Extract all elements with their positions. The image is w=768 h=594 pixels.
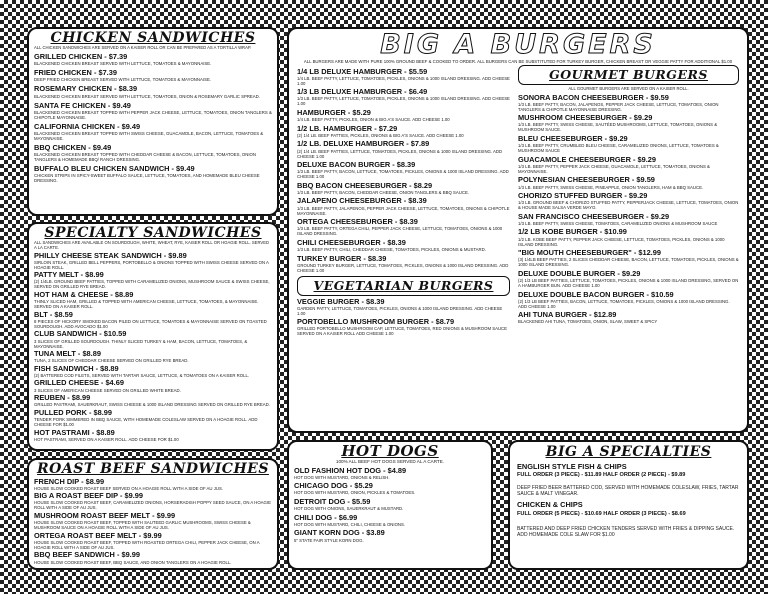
specialty-note: ALL SANDWICHES ARE AVAILABLE ON SOURDOUGH, WHITE, WHEAT, RYE, KAISER ROLL OR HOAGIE ROLL. SERVED A LA CARTE. (34, 240, 270, 250)
specialty-sandwiches-panel (27, 222, 279, 451)
fish-chips-prices: FULL ORDER (3 PIECE) - $11.89 HALF ORDER (2 PIECE) - $9.89 (517, 472, 686, 479)
menu-item-name: DELUXE DOUBLE BACON BURGER - $10.59 (518, 290, 674, 299)
menu-item-name: REUBEN - $8.99 (34, 394, 91, 403)
burgers-list (297, 68, 510, 273)
menu-item-name: "BIG MOUTH CHEESEBURGER" - $12.99 (518, 249, 661, 258)
burgers-left-column (297, 65, 510, 336)
menu-item-name: HOT PASTRAMI - $8.89 (34, 428, 115, 437)
menu-item-desc: BLACKENED AHI TUNA, TOMATOES, ONION, SLAW, SWEET & SPICY (518, 319, 658, 325)
menu-item (34, 252, 272, 270)
menu-item-desc: 1/3 LB. BEEF PATTY, BACON, CHEDDAR CHEESE, ONION TANGLERS & BBQ SAUCE. (297, 189, 469, 195)
menu-item (34, 492, 272, 510)
menu-item-name: SANTA FE CHICKEN - $9.49 (34, 101, 131, 110)
menu-item-name: 1/4 LB DELUXE HAMBURGER - $5.59 (297, 67, 428, 76)
gourmet-title: GOURMET BURGERS (549, 67, 708, 82)
menu-item (518, 228, 739, 246)
menu-item-desc: (2) 1/4 LB. BEEF PATTIES, PICKLES, ONIONS & BIG A'S SAUCE. ADD CHEESE 1.00 (297, 132, 464, 138)
menu-item-desc: 1/3 LB. BEEF PATTY, SWISS CHEESE, SAUTÉED MUSHROOMS, LETTUCE, TOMATOES, ONIONS & MUSHROOM SAUCE. (518, 122, 718, 133)
specialty-sandwiches-title: SPECIALTY SANDWICHES (44, 225, 262, 241)
menu-item-name: 1/3 LB DELUXE HAMBURGER - $6.49 (297, 88, 428, 97)
menu-item (34, 271, 272, 289)
menu-item (34, 512, 272, 530)
menu-item (297, 255, 510, 273)
menu-item-name: 1/2 LB. DELUXE HAMBURGER - $7.89 (297, 140, 430, 149)
menu-item (297, 161, 510, 179)
menu-item-desc: GRILLED PASTRAMI, SAUERKRAUT, SWISS CHEESE & 1000 ISLAND DRESSING SERVED ON GRILLED RYE BREAD. (34, 402, 270, 408)
menu-item-desc: BLACKENED CHICKEN BREAST TOPPED WITH PEPPER JACK CHEESE, LETTUCE, TOMATOES, ONION TANGLERS & CHIPOTLE MAYONNAISE. (34, 109, 272, 120)
menu-item-desc: 1/3 LB. BEEF PATTY, CHILI, CHEDDAR CHEESE, TOMATOES, PICKLES, ONIONS & MUSTARD. (297, 247, 486, 253)
menu-item (294, 498, 486, 511)
menu-item (518, 135, 739, 153)
menu-item-name: TUNA MELT - $8.89 (34, 350, 101, 359)
menu-item-desc: 5" STATE FAIR STYLE KORN DOG. (294, 537, 364, 543)
menu-item-name: DELUXE BACON BURGER - $8.39 (297, 161, 416, 170)
hot-dogs-list (294, 467, 486, 543)
menu-item-name: CALIFORNIA CHICKEN - $9.49 (34, 122, 141, 131)
gourmet-list (518, 94, 739, 325)
specialty-item-list (34, 252, 272, 442)
menu-item-desc: BLACKENED CHICKEN BREAST TOPPED WITH CHEDDAR CHEESE & BACON, LETTUCE, TOMATOES, ONION TANGLERS & HOMEMADE BBQ/ RANCH DRESSING. (34, 152, 256, 163)
menu-item-desc: 8 PIECES OF HICKORY SMOKED BACON PILED ON LETTUCE, TOMATOES & MAYONNAISE SERVED ON TOASTED SOURDOUGH. ADD AVOCADO $1.00 (34, 318, 267, 329)
menu-item-name: JALAPENO CHEESEBURGER - $8.39 (297, 197, 427, 206)
menu-item-name: BIG A ROAST BEEF DIP - $9.99 (34, 492, 143, 501)
menu-item-name: 1/2 LB. HAMBURGER - $7.29 (297, 124, 398, 133)
hot-dogs-note: 100% ALL BEEF HOT DOGS SERVED AL A CARTE. (335, 459, 445, 464)
menu-item-name: GRILLED CHEESE - $4.69 (34, 379, 124, 388)
menu-item (34, 53, 272, 66)
menu-item (34, 409, 272, 427)
menu-item (297, 298, 510, 316)
menu-item-desc: BLACKENED CHICKEN BREAST TOPPED WITH SWISS CHEESE, GUACAMOLE, BACON, LETTUCE, TOMATOES & MAYONNAISE. (34, 131, 264, 142)
menu-item (297, 197, 510, 215)
menu-item-desc: BLACKENED CHICKEN BREAST SERVED WITH LETTUCE, TOMATOES, ONION & ROSEMARY GARLIC SPREAD. (34, 93, 260, 99)
menu-item-name: BBQ BEEF SANDWICH - $9.99 (34, 551, 140, 560)
menu-item-name: CHICAGO DOG - $5.29 (294, 482, 373, 491)
chicken-item-list (34, 53, 272, 183)
chicken-sandwiches-title: CHICKEN SANDWICHES (50, 30, 256, 46)
menu-item-desc: TUNA, 2 SLICES OF CHEDDAR CHEESE SERVED ON GRILLED RYE BREAD. (34, 358, 189, 364)
menu-item-name: DETROIT DOG - $5.59 (294, 497, 371, 506)
menu-item-name: GUACAMOLE CHEESEBURGER - $9.29 (518, 155, 656, 164)
menu-item (34, 350, 272, 363)
menu-item-name: VEGGIE BURGER - $8.39 (297, 297, 385, 306)
menu-item (297, 125, 510, 138)
menu-item-desc: (2) 1/4LB. GROUND BEEF PATTIES, TOPPED WITH CARAMELIZED ONIONS, MUSHROOM SAUCE & SWISS CHEESE, SERVED ON GRILLED RYE BREAD. (34, 279, 270, 290)
menu-item-name: PULLED PORK - $8.99 (34, 408, 113, 417)
chicken-chips-desc: BATTERED AND DEEP FRIED CHICKEN TENDERS SERVED WITH FRIES & DIPPING SAUCE. ADD HOMEMADE COLE SLAW FOR $1.00 (517, 525, 735, 538)
menu-item (34, 394, 272, 407)
menu-item (518, 94, 739, 112)
menu-item-name: TURKEY BURGER - $8.39 (297, 254, 387, 263)
menu-item-desc: TENDER PORK SIMMERED IN BBQ SAUCE, WITH HOMEMADE COLESLAW SERVED ON A HOAGIE ROLL. ADD CHEESE FOR $1.00 (34, 417, 258, 428)
menu-item-name: CHILI DOG - $6.99 (294, 513, 358, 522)
menu-item-name: BBQ BACON CHEESEBURGER - $8.29 (297, 181, 433, 190)
menu-item-name: CHILI CHEESEBURGER - $8.39 (297, 238, 406, 247)
menu-item-desc: GARDEN PATTY, LETTUCE, TOMATOES, PICKLES, ONIONS & 1000 ISLAND DRESSING. ADD CHEESE 1.00 (297, 305, 503, 316)
menu-item-desc: HOT DOG WITH MUSTARD, ONION, PICKLES & TOMATOES. (294, 490, 416, 496)
menu-item (34, 379, 272, 392)
menu-item-name: ORTEGA ROAST BEEF MELT - $9.99 (34, 531, 162, 540)
chicken-chips-prices: FULL ORDER (5 PIECE) - $10.69 HALF ORDER (3 PIECE) - $8.69 (517, 510, 686, 517)
menu-item (518, 213, 739, 226)
hot-dogs-panel (287, 440, 493, 570)
menu-item-desc: 1/3 LB. BEEF PATTY, SWISS CHEESE, TOMATOES, CARAMELIZED ONIONS & MUSHROOM SAUCE (518, 220, 718, 226)
menu-item (297, 239, 510, 252)
menu-item-desc: (2) 1/3 LB BEEF PATTIES, LETTUCE, TOMATOES, PICKLES, ONIONS & 1000 ISLAND DRESSING, SERVED ON A HAMBURGER BUN. ADD CHEESE 1.00 (518, 278, 739, 289)
menu-item (34, 311, 272, 329)
menu-item-name: BUFFALO BLEU CHICKEN SANDWICH - $9.49 (34, 165, 195, 174)
menu-item (34, 69, 272, 82)
menu-item (34, 551, 272, 564)
gourmet-note: ALL GOURMET BURGERS ARE SERVED ON A KAISER ROLL. (568, 86, 689, 91)
menu-item-desc: HOT DOG WITH MUSTARD, ONIONS & RELISH. (294, 474, 390, 480)
menu-item-name: GIANT KORN DOG - $3.89 (294, 529, 385, 538)
gourmet-header (518, 65, 739, 85)
menu-item-name: BBQ CHICKEN - $9.49 (34, 144, 112, 153)
menu-item-desc: 1/4 LB. BEEF PATTY, PICKLES, ONION & BIG A'S SAUCE. ADD CHEESE 1.00 (297, 117, 450, 123)
menu-item-name: ROSEMARY CHICKEN - $8.39 (34, 85, 138, 94)
menu-item-desc: (2) 1/3 LB BEEF PATTIES, BACON, LETTUCE, TOMATOES, PICKLES, ONIONS & 1000 ISLAND DRESSING. ADD CHEESE 1.00 (518, 298, 730, 309)
burgers-right-column (518, 65, 739, 336)
menu-item-name: FISH SANDWICH - $8.89 (34, 364, 119, 373)
menu-item-desc: HOUSE SLOW COOKED ROAST BEEF, TOPPED WITH ROASTED ORTEGA CHILI, PEPPER JACK CHEESE, ON A HOAGIE ROLL WITH A SIDE OF AU JUS. (34, 539, 260, 550)
menu-item-name: PATTY MELT - $8.99 (34, 271, 104, 280)
menu-item (518, 311, 739, 324)
roast-beef-panel (27, 458, 279, 570)
menu-item-name: SAN FRANCISCO CHEESEBURGER - $9.29 (518, 212, 670, 221)
menu-item (297, 182, 510, 195)
menu-item-desc: HOT PASTRAMI, SERVED ON A KAISER ROLL. ADD CHEESE FOR $1.00 (34, 436, 179, 442)
menu-item (518, 176, 739, 189)
menu-item-name: CHORIZO STUFFED BURGER - $9.29 (518, 192, 648, 201)
menu-item (34, 330, 272, 348)
menu-item (294, 482, 486, 495)
menu-item-name: PHILLY CHEESE STEAK SANDWICH - $9.89 (34, 251, 187, 260)
menu-item-name: GRILLED CHICKEN - $7.39 (34, 53, 128, 61)
menu-item-name: BLT - $8.59 (34, 310, 73, 319)
menu-item-desc: 1/3 LB. BEEF PATTY, JALAPENOS, PEPPER JACK CHEESE, LETTUCE, TOMATOES, ONIONS & CHIPOTLE MAYONNAISE. (297, 205, 510, 216)
chicken-note: ALL CHICKEN SANDWICHES ARE SERVED ON A KAISER ROLL OR CAN BE PREPARED AS A TORTILLA WRAP. (34, 45, 252, 50)
menu-item (34, 478, 272, 491)
menu-item-name: FRIED CHICKEN - $7.39 (34, 69, 117, 78)
vegetarian-title: VEGETARIAN BURGERS (313, 277, 494, 293)
menu-item (34, 429, 272, 442)
menu-item-name: HAMBURGER - $5.29 (297, 108, 371, 117)
menu-item-name: POLYNESIAN CHEESEBURGER - $9.59 (518, 176, 655, 185)
menu-item (294, 514, 486, 527)
menu-item-desc: SIRLOIN STEAK, GRILLED BELL PEPPERS, PORTOBELLO & ONIONS TOPPED WITH SWISS CHEESE SERVED ON A HOAGIE ROLL. (34, 259, 269, 270)
menu-item-name: HOT HAM & CHEESE - $8.89 (34, 290, 134, 299)
fish-chips-title: ENGLISH STYLE FISH & CHIPS (517, 463, 627, 471)
menu-item-name: 1/2 LB KOBE BURGER - $10.99 (518, 228, 627, 237)
menu-item-desc: HOT DOG WITH MUSTARD, CHILI, CHEESE & ONIONS. (294, 521, 406, 527)
menu-item (294, 467, 486, 480)
menu-item-desc: 3 SLICES OF AMERICAN CHEESE SERVED ON GRILLED WHITE BREAD. (34, 387, 181, 393)
menu-item-desc: HOUSE SLOW COOKED ROAST BEEF SERVED ON A HOAGIE ROLL WITH A SIDE OF AU JUS. (34, 485, 224, 491)
roast-item-list (34, 478, 272, 565)
menu-item (518, 114, 739, 132)
menu-item (297, 88, 510, 106)
menu-item-desc: 1/3 LB. BEEF PATTY, SWISS CHEESE, PINEAPPLE, ONION TANGLERS, HAM & BBQ SAUCE. (518, 184, 704, 190)
menu-item-desc: 1/3 LB. GROUND BEEF & CHORIZO STUFFED PATTY, PEPPERJACK CHEESE, LETTUCE, TOMATOES, ONION & HOUSE MADE SALSA VERDE MAYO. (518, 200, 739, 211)
menu-item (34, 144, 272, 162)
menu-item-desc: GRILLED PORTOBELLO MUSHROOM CAP, LETTUCE, TOMATOES, RED ONIONS & MUSHROOM SAUCE SERVED ON A KAISER ROLL ADD CHEESE 1.00 (297, 326, 508, 337)
menu-item-name: DELUXE DOUBLE BURGER - $9.29 (518, 269, 641, 278)
menu-item-desc: 1/3 LB. BEEF PATTY, ORTEGA CHILI, PEPPER JACK CHEESE, LETTUCE, TOMATOES, ONIONS & 1000 ISLAND DRESSING. (297, 226, 503, 237)
menu-item-desc: (2) BATTERED COD FILETS, SERVED WITH TARTAR SAUCE, LETTUCE, & TOMATOES ON A KAISER ROLL. (34, 372, 250, 378)
menu-item (297, 218, 510, 236)
menu-item-desc: CHICKEN STRIPS IN SPICY-SWEET BUFFALO SAUCE, LETTUCE, TOMATOES, AND HOMEMADE BLEU CHEESE DRESSING. (34, 173, 260, 184)
menu-item (297, 140, 510, 158)
menu-item (34, 123, 272, 141)
menu-item-desc: HOT DOG WITH ONIONS, SAUERKRAUT & MUSTARD. (294, 506, 404, 512)
menu-item (34, 165, 272, 183)
menu-item-name: FRENCH DIP - $8.99 (34, 477, 105, 486)
menu-item (34, 365, 272, 378)
roast-beef-title: ROAST BEEF SANDWICHES (37, 461, 269, 477)
menu-item-name: SONORA BACON CHEESEBURGER - $9.59 (518, 93, 669, 102)
menu-item-desc: 3 SLICES OF GRILLED SOURDOUGH. THINLY SLICED TURKEY & HAM, BACON, LETTUCE, TOMATOES, & MAYONNAISE. (34, 338, 248, 349)
menu-item (34, 291, 272, 309)
menu-item (518, 270, 739, 288)
burgers-note: ALL BURGERS ARE MADE WITH PURE 100% GROUND BEEF & COOKED TO ORDER. ALL BURGERS CAN BE SUBSTITUTED FOR TURKEY BURGER, CHICKEN BREAST OR VEGGIE PATTY FOR ADDITIONAL $1.00 (303, 59, 733, 64)
menu-item-desc: 1/3 LB. BEEF PATTY, BACON, LETTUCE, TOMATOES, PICKLES, ONIONS & 1000 ISLAND DRESSING. ADD CHEESE 1.00 (297, 169, 509, 180)
menu-item-desc: (3) 1/4LB BEEF PATTIES, 2 SLICES CHEDDAR CHEESE, BACON, LETTUCE, TOMATOES, PICKLES, ONIONS & 1000 ISLAND DRESSING. (518, 257, 739, 268)
specialties-title: BIG A SPECIALTIES (545, 444, 712, 460)
specialties-panel (508, 440, 749, 570)
menu-item-desc: HOUSE SLOW COOKED ROAST BEEF, CARAMELIZED ONIONS, HORSERADISH POPPY SEED SAUCE, ON A HOAGIE ROLL WITH A SIDE OF AU JUS. (34, 500, 271, 511)
menu-item-desc: 1/3 LB. BEEF PATTY, PEPPER JACK CHEESE, GUACAMOLE, LETTUCE, TOMATOES, ONIONS & MAYONNAISE. (518, 163, 710, 174)
menu-item-desc: (2) 1/4 LB. BEEF PATTIES, LETTUCE, TOMATOES, PICKLES, ONIONS & 1000 ISLAND DRESSING. ADD CHEESE 1.00 (297, 148, 503, 159)
menu-item-desc: HOUSE SLOW COOKED ROAST BEEF, TOPPED WITH SAUTEED GARLIC MUSHROOMS, SWISS CHEESE & MUSHROOM SAUCE ON A HOAGIE ROLL WITH A SIDE OF AU JUS. (34, 520, 251, 531)
menu-item (34, 102, 272, 120)
menu-item (518, 249, 739, 267)
menu-item (518, 192, 739, 210)
menu-item (34, 85, 272, 98)
menu-item-name: MUSHROOM CHEESEBURGER - $9.29 (518, 114, 653, 123)
vegetarian-list (297, 298, 510, 336)
menu-item (294, 529, 486, 542)
menu-item-name: CLUB SANDWICH - $10.59 (34, 330, 127, 339)
menu-item (297, 318, 510, 336)
menu-item (297, 109, 510, 122)
menu-item-desc: BLACKENED CHICKEN BREAST SERVED WITH LETTUCE, TOMATOES & MAYONNAISE. (34, 61, 212, 67)
menu-item-desc: 1/2 LB. KOBE BEEF PATTY, PEPPER JACK CHEESE, LETTUCE, TOMATOES, PICKLES, ONIONS & 1000 ISLAND DRESSING. (518, 236, 725, 247)
menu-item-desc: 1/3 LB. BEEF PATTY, CRUMBLED BLEU CHEESE, CARAMELIZED ONIONS, LETTUCE, TOMATOES & MUSHROOM SAUCE (518, 143, 719, 154)
big-a-burgers-title: BIG A BURGERS (380, 29, 656, 60)
menu-item-desc: 1/4 LB. BEEF PATTY, LETTUCE, TOMATOES, PICKLES, ONIONS & 1000 ISLAND DRESSING. ADD CHEESE 1.00 (297, 75, 510, 86)
chicken-sandwiches-panel (27, 27, 279, 216)
menu-item-desc: THINLY SLICED HAM, GRILLED & TOPPED WITH AMERICAN CHEESE, LETTUCE, TOMATOES, & MAYONNAISE. SERVED ON A KAISER ROLL. (34, 299, 259, 310)
chicken-chips-title: CHICKEN & CHIPS (517, 501, 583, 510)
menu-item (518, 291, 739, 309)
menu-item-name: OLD FASHION HOT DOG - $4.89 (294, 466, 407, 475)
hot-dogs-title: HOT DOGS (341, 442, 439, 460)
menu-item-desc: 1/3 LB. BEEF PATTY, LETTUCE, TOMATOES, PICKLES, ONIONS & 1000 ISLAND DRESSING. ADD CHEESE 1.00 (297, 96, 510, 107)
menu-item-name: MUSHROOM ROAST BEEF MELT - $9.99 (34, 511, 176, 520)
fish-chips-desc: DEEP FRIED BEER BATTERED COD, SERVED WITH HOMEMADE COLESLAW, FRIES, TARTAR SAUCE & MALT VINEGAR. (517, 485, 739, 498)
menu-item-name: AHI TUNA BURGER - $12.89 (518, 311, 617, 320)
menu-item-desc: HOUSE SLOW COOKED ROAST BEEF, BBQ SAUCE, AND ONION TANGLERS ON A HOAGIE ROLL. (34, 559, 232, 565)
vegetarian-header (297, 276, 510, 296)
menu-item-name: ORTEGA CHEESEBURGER - $8.39 (297, 218, 418, 227)
menu-item-desc: 1/3 LB. BEEF PATTY, BACON, JALAPENOS, PEPPER JACK CHEESE, LETTUCE, TOMATOES, ONION TANGLERS & CHIPOTLE MAYONNAISE DRESSING. (518, 101, 719, 112)
big-a-burgers-panel (287, 27, 749, 433)
menu-item-desc: GROUND TURKEY BURGER, LETTUCE, TOMATOES, PICKLES, ONIONS & 1000 ISLAND DRESSING. ADD CHEESE 1.00 (297, 262, 509, 273)
menu-item (34, 532, 272, 550)
menu-item (297, 68, 510, 86)
menu-item (518, 156, 739, 174)
menu-item-name: BLEU CHEESEBURGER - $9.29 (518, 134, 628, 143)
menu-item-name: PORTOBELLO MUSHROOM BURGER - $8.79 (297, 317, 455, 326)
menu-item-desc: DEEP FRIED CHICKEN BREAST SERVED WITH LETTUCE, TOMATOES & MAYONNAISE. (34, 77, 212, 83)
